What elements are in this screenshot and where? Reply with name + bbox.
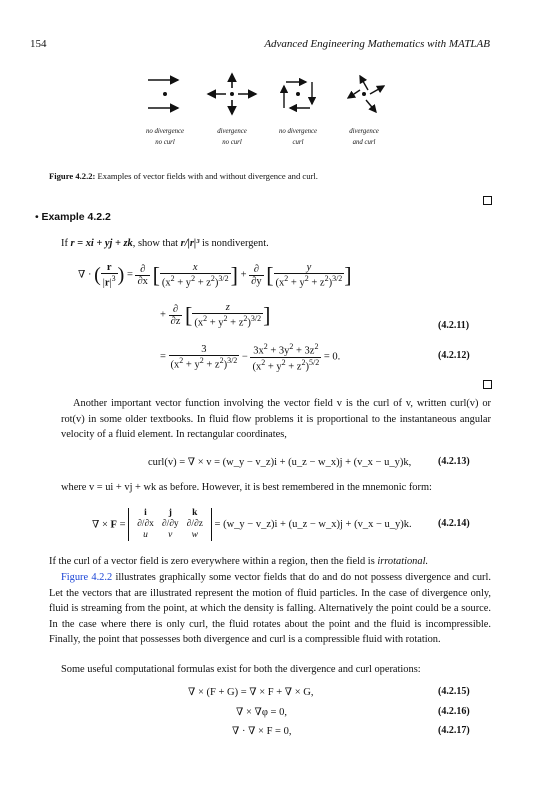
paragraph-curl-intro: Another important vector function involving the vector field v is the curl of v, written curl(v) or rot(v) in some older textbooks. In fluid flow problems it is proportional to the instantaneous angular velocity of a fluid element. In rectangular coordinates, [61,398,491,440]
divergence-eq-line1: ∇ · ( $\frac{r}{|r|^3}$ ) = $\frac{\partial}{\partial x}$ [ $\frac{x}{(x^2 + y^2 + z^2)^{3/2}}$ ] + $\frac{\partial}{\partial y}$ [ $\frac{y}{(x^2 + y^2 + z^2)^{3/2}}$ ] [78,262,352,289]
statement-mid: , show that [132,238,179,249]
paragraph-irrotational [49,554,491,570]
end-of-example-box-2 [483,380,492,389]
example-title: Example 4.2.2 [41,211,111,223]
panel-divergence-curl-field [348,76,384,112]
statement-prefix: If [61,238,68,249]
panel-1-label-line2: no curl [155,139,175,146]
eq-number-4-2-11: (4.2.11) [438,320,470,331]
panel-1-label-line1: no divergence [145,128,185,135]
panel-3-label-line2: curl [292,139,304,146]
panel-3-label-line1: no divergence [278,128,318,135]
para3-italic: irrotational. [377,556,429,567]
statement-suffix: is nondivergent. [201,238,269,249]
curl-determinant-matrix: i j k ∂/∂x ∂/∂y ∂/∂z u v w [128,508,212,541]
eq-number-4-2-13: (4.2.13) [438,456,470,467]
para4-rest: illustrates graphically some vector fields that do and do not possess divergence and curl. Let the vectors that are illustrated represent the motion of fluid particles. In the case of divergence only, fluid is streaming from the point, at which the density is falling. Alternatively the point could be a source. In the case where there is only curl, the fluid rotates about the point and the fluid is incompressible. Finally, the point that possesses both divergence and curl is a compressible fluid with rotation. [49,572,491,645]
panel-2-label-line1: divergence [217,128,247,135]
divergence-eq-line2: + $\frac{\partial}{\partial z}$ [ $\frac{z}{(x^2 + y^2 + z^2)^{3/2}}$ ] [160,302,271,329]
eq-number-4-2-17: (4.2.17) [438,725,470,736]
curl-sum-eq: ∇ × (F + G) = ∇ × F + ∇ × G, [188,687,314,698]
divergence-eq-result: = $\frac{3}{(x^2 + y^2 + z^2)^{3/2}}$ − $\frac{3x^2 + 3y^2 + 3z^2}{(x^2 + y^2 + z^2)^{5/2}}$ = 0. [160,342,341,372]
curl-determinant-eq: ∇ × F = i j k ∂/∂x ∂/∂y ∂/∂z u v w = (w_y − v_z)i + (u_z − w_x)j + (v_x − u_y)k. [92,508,412,540]
panel-2-label-line2: no curl [222,139,242,146]
end-of-example-box [483,196,492,205]
statement-expr: r/|r|³ [180,238,200,249]
panel-4-label [324,128,404,146]
panel-divergence-field [208,74,256,114]
curl-gradient-eq: ∇ × ∇φ = 0, [236,707,287,718]
eq-number-4-2-12: (4.2.12) [438,350,470,361]
paragraph-computational-formulas: Some useful computational formulas exist for both the divergence and curl operations: [61,664,421,675]
curl-definition-eq: curl(v) = ∇ × v = (w_y − v_z)i + (u_z − w_x)j + (v_x − u_y)k, [148,457,412,468]
eq-number-4-2-16: (4.2.16) [438,706,470,717]
caption-label: Figure 4.2.2: [49,171,96,181]
vector-field-figure [140,70,400,125]
paragraph-mnemonic: where v = ui + vj + wk as before. However, it is best remembered in the mnemonic form: [61,482,432,493]
paragraph-figure-discussion [49,570,491,648]
caption-text: Examples of vector fields with and without divergence and curl. [97,171,318,181]
panel-4-label-line2: and curl [352,139,376,146]
para3-main: If the curl of a vector field is zero everywhere within a region, then the field is [49,556,375,567]
example-heading: • Example 4.2.2 [35,211,111,223]
statement-vector: r = xi + yj + zk [70,238,133,249]
figure-reference-link[interactable]: Figure 4.2.2 [61,572,113,583]
div-curl-eq: ∇ · ∇ × F = 0, [232,726,292,737]
panel-curl-field [284,82,312,108]
eq-number-4-2-14: (4.2.14) [438,518,470,529]
panel-uniform-field [148,80,178,108]
running-title: Advanced Engineering Mathematics with MATLAB [264,38,490,50]
figure-caption [49,171,318,181]
eq-number-4-2-15: (4.2.15) [438,686,470,697]
panel-4-label-line1: divergence [349,128,379,135]
example-statement [61,236,269,251]
page-number: 154 [30,38,47,50]
curl-determinant-rhs: = (w_y − v_z)i + (u_z − w_x)j + (v_x − u_y)k. [214,519,412,530]
